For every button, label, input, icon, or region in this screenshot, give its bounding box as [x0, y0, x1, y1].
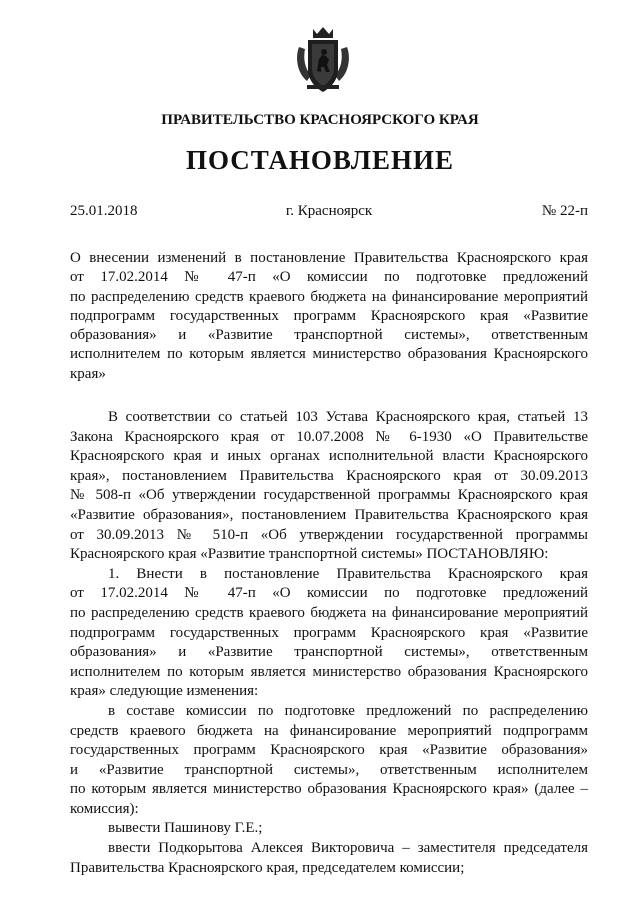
subject-block: [70, 249, 588, 384]
body-line: Закона Красноярского края от 10.07.2008 № 6-1930 «О Правительстве: [70, 428, 588, 445]
body-text: [70, 408, 588, 878]
government-name: ПРАВИТЕЛЬСТВО КРАСНОЯРСКОГО КРАЯ: [161, 112, 479, 128]
body-line: от 30.09.2013 № 510-п «Об утверждении государственной программы: [70, 526, 588, 543]
body-line: В соответствии со статьей 103 Устава Красноярского края, статьей 13: [108, 409, 588, 425]
body-line: Правительства Красноярского края, председателем комиссии;: [70, 859, 465, 876]
document-number: № 22-п: [541, 203, 588, 219]
subject-line: исполнителем по которым является министерство образования Красноярского: [70, 346, 588, 363]
document-type-title: ПОСТАНОВЛЕНИЕ: [185, 145, 455, 175]
body-line: Красноярского края «Развитие транспортной системы» ПОСТАНОВЛЯЮ:: [70, 546, 549, 563]
subject-line: О внесении изменений в постановление Правительства Красноярского края: [70, 250, 588, 266]
body-line: комиссия):: [70, 800, 139, 817]
body-line: подпрограмм государственных программ Красноярского края «Развитие: [70, 624, 588, 641]
subject-line: подпрограмм государственных программ Красноярского края «Развитие: [70, 307, 588, 324]
body-line: средств краевого бюджета на финансирование мероприятий подпрограмм: [70, 722, 588, 739]
subject-line: от 17.02.2014 № 47-п «О комиссии по подготовке предложений: [70, 269, 588, 286]
body-line: «Развитие образования», постановлением Правительства Красноярского края: [70, 506, 588, 523]
body-line: № 508-п «Об утверждении государственной программы Красноярского края: [70, 487, 588, 504]
body-line: Красноярского края и иных органах исполнительной власти Красноярского: [70, 448, 588, 465]
subject-line: по распределению средств краевого бюджета на финансирование мероприятий: [70, 288, 588, 305]
body-line: по которым является министерство образования Красноярского края» (далее –: [70, 781, 588, 798]
body-line: и «Развитие транспортной системы», ответственным исполнителем: [70, 761, 588, 778]
document-date: 25.01.2018: [70, 203, 138, 219]
coat-of-arms-icon: [293, 25, 353, 95]
body-line: в составе комиссии по подготовке предложений по распределению: [108, 702, 588, 719]
subject-line: края»: [70, 365, 106, 382]
body-line: ввести Подкорытова Алексея Викторовича – заместителя председателя: [108, 840, 588, 857]
body-line: по распределению средств краевого бюджета на финансирование мероприятий: [70, 604, 588, 621]
body-line: образования» и «Развитие транспортной системы», ответственным: [70, 644, 588, 661]
body-line: от 17.02.2014 № 47-п «О комиссии по подготовке предложений: [70, 585, 588, 602]
subject-line: образования» и «Развитие транспортной системы», ответственным: [70, 327, 588, 344]
body-line: 1. Внести в постановление Правительства Красноярского края: [108, 565, 588, 582]
body-line: государственных программ Красноярского края «Развитие образования»: [70, 742, 588, 759]
body-line: вывести Пашинову Г.Е.;: [108, 820, 263, 837]
document-meta: [70, 203, 588, 223]
body-line: края», постановлением Правительства Красноярского края от 30.09.2013: [70, 467, 588, 484]
body-line: исполнителем по которым является министерство образования Красноярского: [70, 663, 588, 680]
body-line: края» следующие изменения:: [70, 683, 259, 700]
document-city: г. Красноярск: [285, 203, 373, 219]
